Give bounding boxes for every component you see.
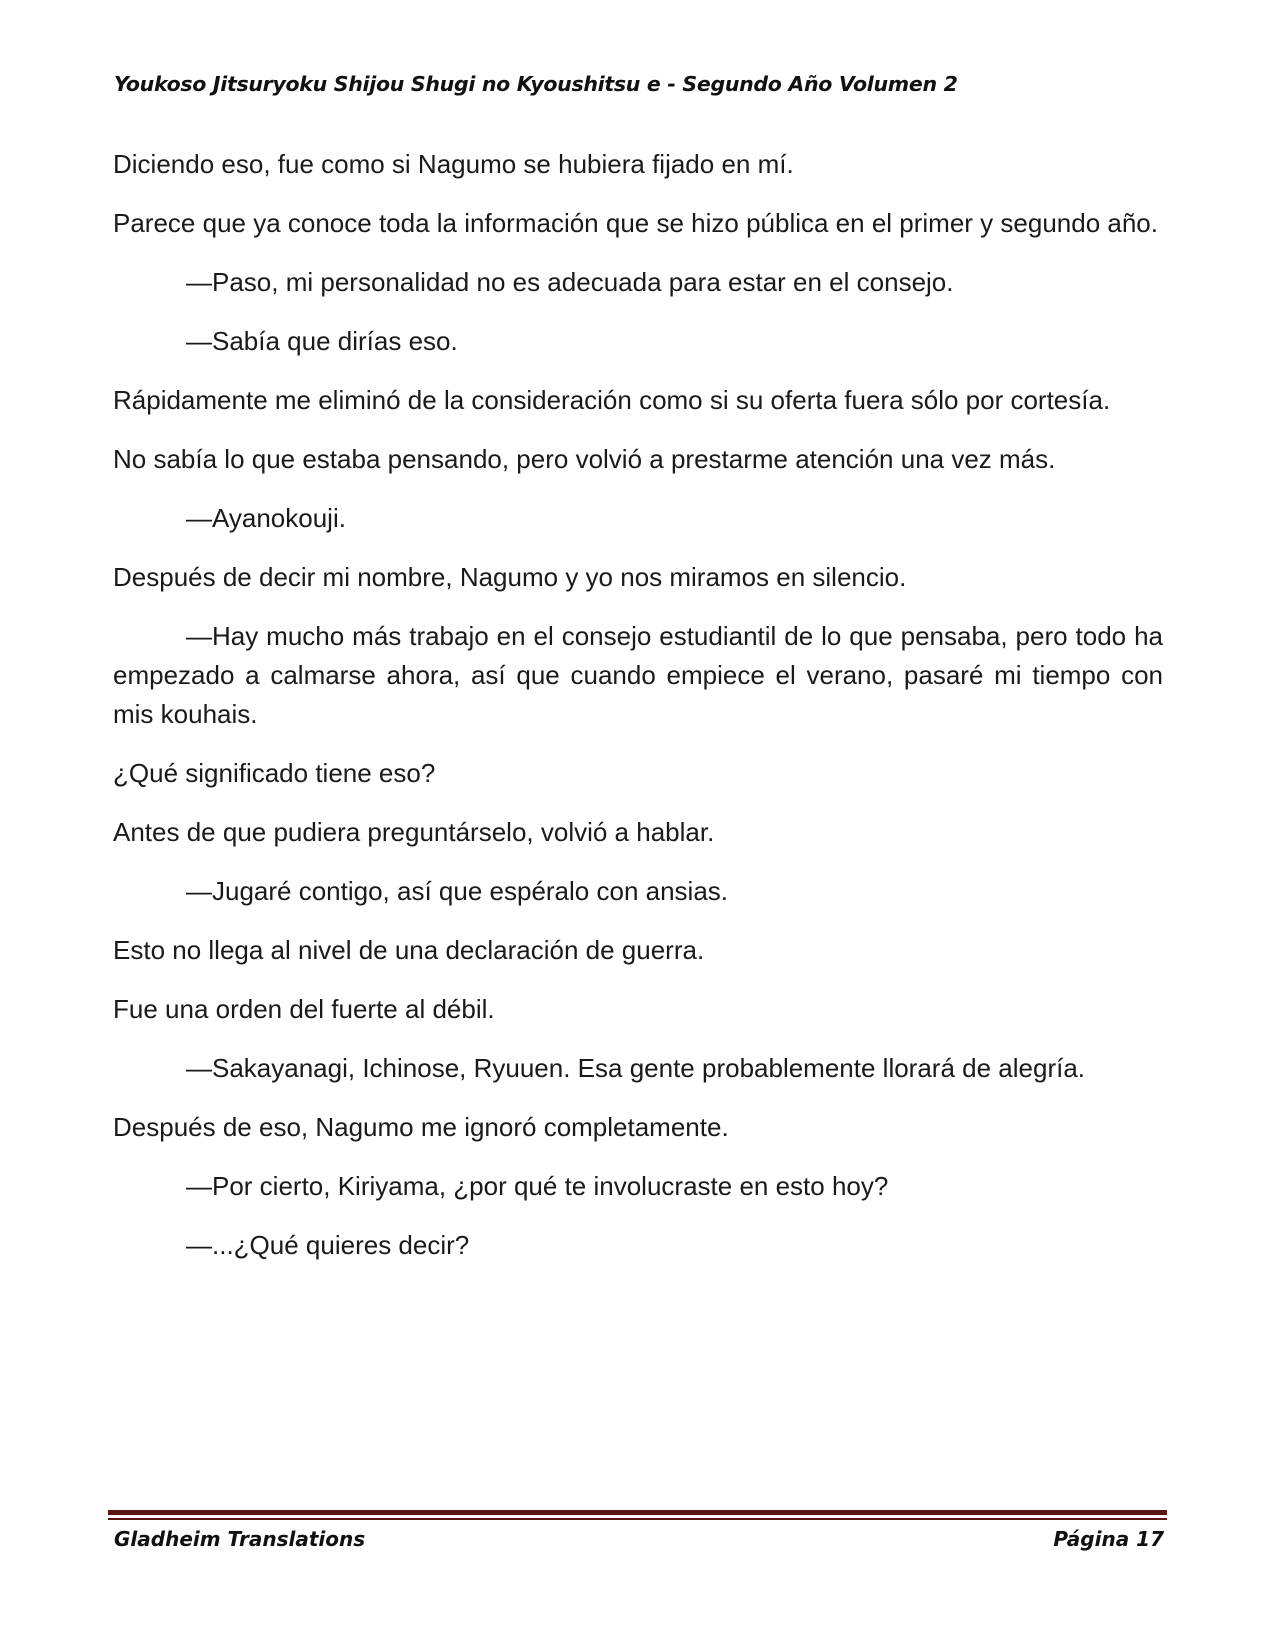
dialog-paragraph: —Jugaré contigo, así que espéralo con ansias. [186,876,729,906]
dialog-paragraph: —Ayanokouji. [186,503,346,533]
paragraph: ¿Qué significado tiene eso? [113,758,436,788]
dialog-paragraph: —Sabía que dirías eso. [186,326,458,356]
paragraph: Después de decir mi nombre, Nagumo y yo nos miramos en silencio. [113,562,907,592]
paragraph: Después de eso, Nagumo me ignoró completamente. [113,1112,729,1142]
dialog-paragraph: —...¿Qué quieres decir? [186,1230,470,1260]
dialog-paragraph: —Paso, mi personalidad no es adecuada para estar en el consejo. [186,267,954,297]
page-body [113,145,1163,1285]
dialog-paragraph: —Hay mucho más trabajo en el consejo estudiantil de lo que pensaba, pero todo ha empezado a calmarse ahora, así que cuando empiece el verano, pasaré mi tiempo con mis kouhais. [113,621,1163,729]
paragraph: Parece que ya conoce toda la información que se hizo pública en el primer y segundo año. [113,208,1158,238]
paragraph: Antes de que pudiera preguntárselo, volvió a hablar. [113,817,715,847]
footer-translator-credit: Gladheim Translations [114,1527,366,1551]
dialog-paragraph: —Sakayanagi, Ichinose, Ryuuen. Esa gente probablemente llorará de alegría. [186,1053,1086,1083]
paragraph: Rápidamente me eliminó de la consideración como si su oferta fuera sólo por cortesía. [113,385,1111,415]
paragraph: Esto no llega al nivel de una declaración de guerra. [113,935,705,965]
page-header-title: Youkoso Jitsuryoku Shijou Shugi no Kyoushitsu e - Segundo Año Volumen 2 [114,72,958,96]
footer-page-number: Página 17 [1053,1527,1164,1551]
footer-divider-thin [108,1518,1167,1520]
dialog-paragraph: —Por cierto, Kiriyama, ¿por qué te involucraste en esto hoy? [186,1171,889,1201]
footer-divider-thick [108,1510,1167,1515]
paragraph: No sabía lo que estaba pensando, pero volvió a prestarme atención una vez más. [113,444,1056,474]
paragraph: Fue una orden del fuerte al débil. [113,994,495,1024]
paragraph: Diciendo eso, fue como si Nagumo se hubiera fijado en mí. [113,149,794,179]
